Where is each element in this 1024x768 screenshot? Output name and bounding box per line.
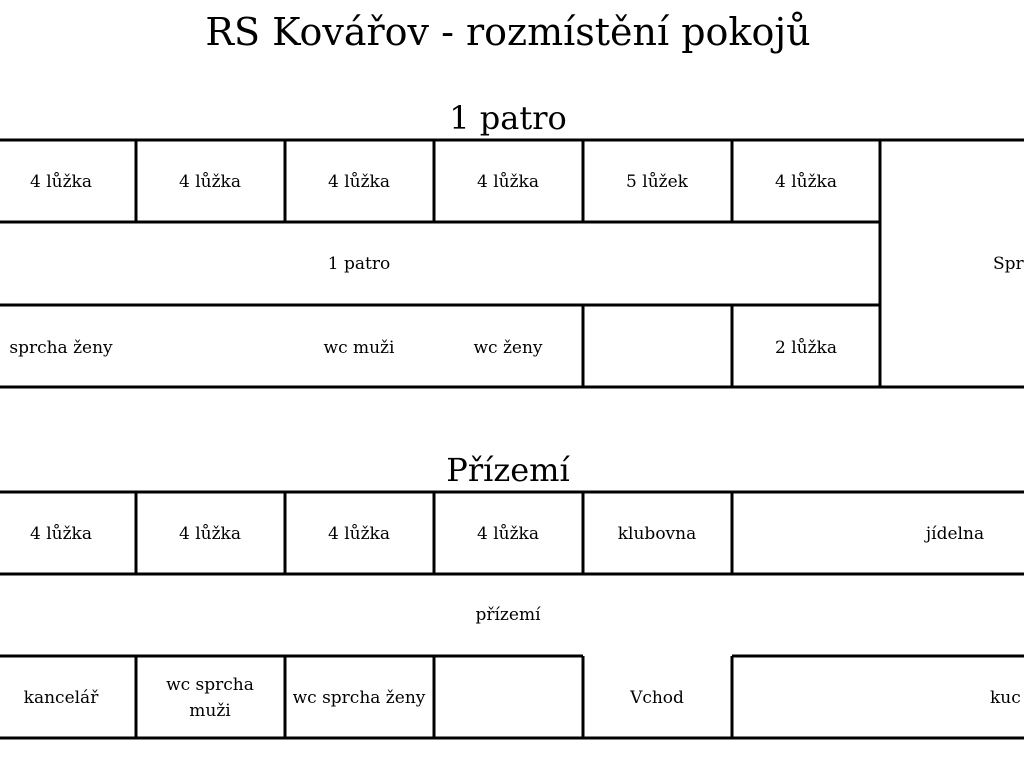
plan-title: RS Kovářov - rozmístění pokojů [205,10,811,54]
upper-room-2beds-label: 2 lůžka [775,338,837,358]
floor-heading-ground: Přízemí [446,451,570,489]
upper-room-6-label: 4 lůžka [775,172,837,192]
upper-room-2-label: 4 lůžka [179,172,241,192]
upper-room-1-label: 4 lůžka [30,172,92,192]
ground-clubroom-label: klubovna [617,524,697,544]
ground-office-label: kancelář [23,688,99,708]
ground-dining-label: jídelna [925,524,985,544]
ground-room-1-label: 4 lůžka [30,524,92,544]
ground-wc-shower-women-label: wc sprcha ženy [292,688,426,708]
ground-room-3-label: 4 lůžka [328,524,390,544]
ground-wc-shower-men-label-line1: wc sprcha [166,675,254,695]
ground-corridor-label: přízemí [475,605,541,625]
ground-wc-shower-men-label-line2: muži [189,701,231,721]
upper-room-3-label: 4 lůžka [328,172,390,192]
ground-kitchen-label: kuc [990,688,1021,708]
upper-side-room-label: Spr [993,254,1024,274]
upper-room-4-label: 4 lůžka [477,172,539,192]
floor-heading-upper: 1 patro [449,99,567,137]
ground-entrance-label: Vchod [630,688,684,708]
upper-wc-women-label: wc ženy [473,338,543,358]
ground-room-4-label: 4 lůžka [477,524,539,544]
upper-room-5-label: 5 lůžek [626,172,688,192]
upper-wc-men-label: wc muži [323,338,395,358]
ground-room-2-label: 4 lůžka [179,524,241,544]
upper-corridor-label: 1 patro [327,254,391,274]
upper-shower-women-label: sprcha ženy [9,338,113,358]
